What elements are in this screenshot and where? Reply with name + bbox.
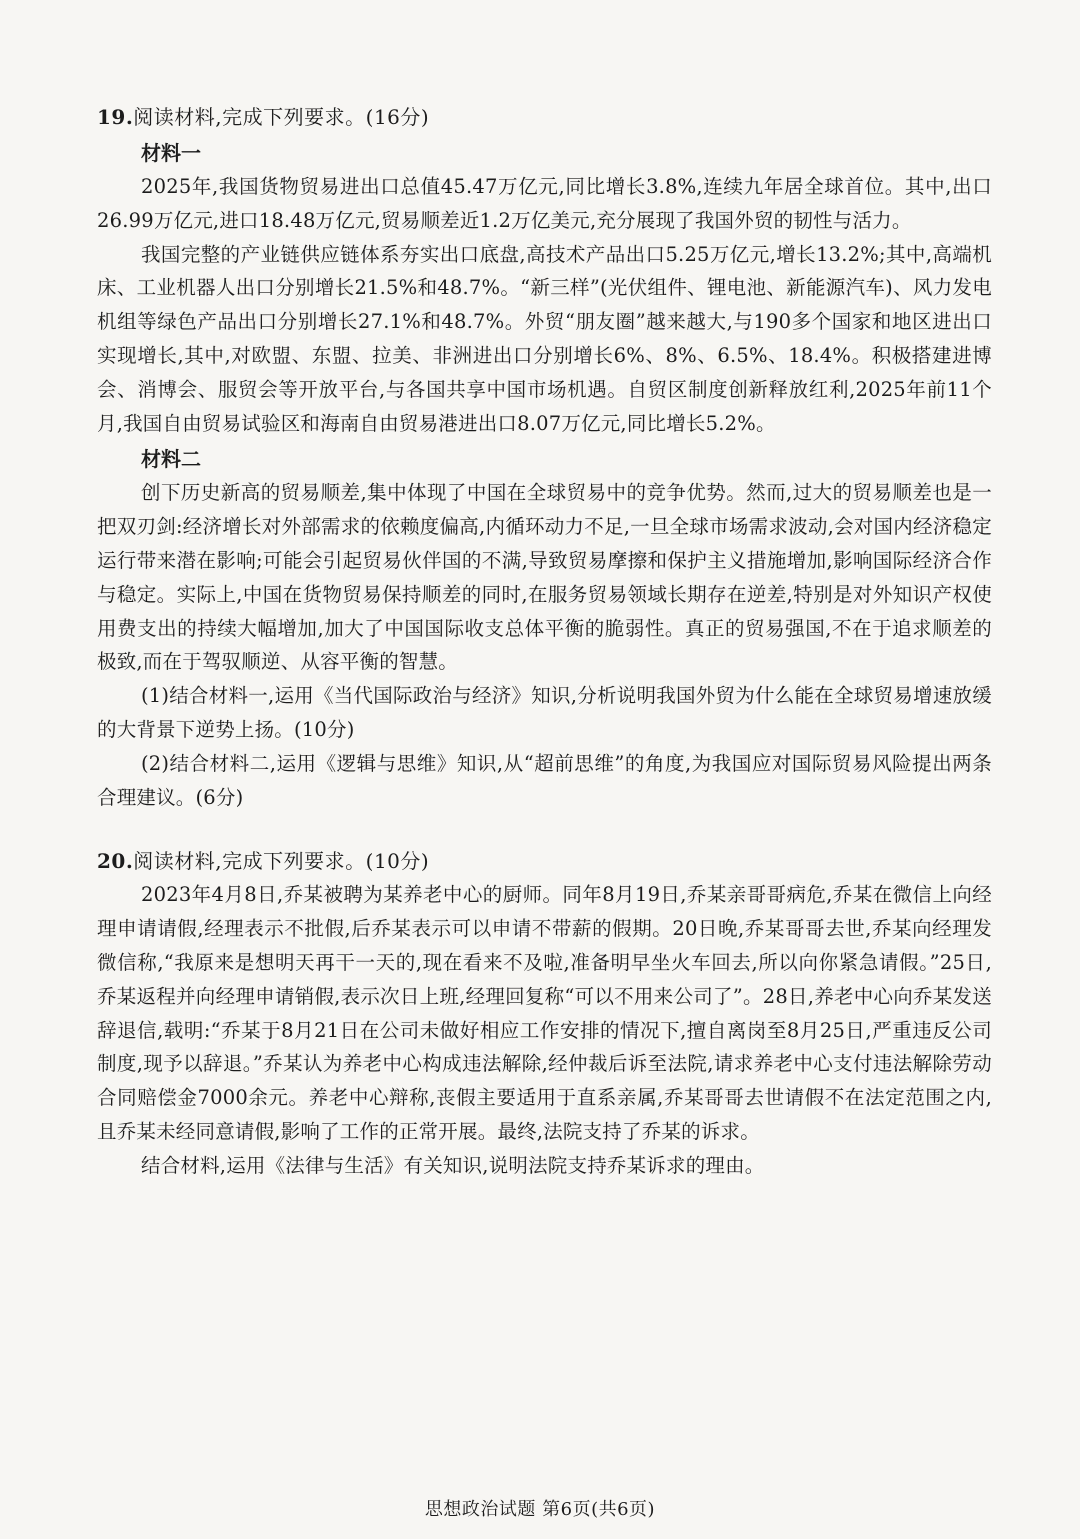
page-content xyxy=(97,100,992,1183)
question-19-prompt: 阅读材料,完成下列要求。(16分) xyxy=(133,105,430,129)
question-19-sub-1: (1)结合材料一,运用《当代国际政治与经济》知识,分析说明我国外贸为什么能在全球贸易增速放缓的大背景下逆势上扬。(10分) xyxy=(97,684,992,741)
material-1-title: 材料一 xyxy=(141,141,201,165)
question-spacer xyxy=(97,814,992,844)
question-20-heading xyxy=(97,844,992,878)
question-19-sub-2: (2)结合材料二,运用《逻辑与思维》知识,从“超前思维”的角度,为我国应对国际贸易风险提出两条合理建议。(6分) xyxy=(97,751,992,809)
material-1-paragraph: 2025年,我国货物贸易进出口总值45.47万亿元,同比增长3.8%,连续九年居全球首位。其中,出口26.99万亿元,进口18.48万亿元,贸易顺差近1.2万亿美元,充分展现了我国外贸的韧性与活力。 xyxy=(97,175,992,232)
material-2-title: 材料二 xyxy=(141,447,201,472)
question-19-heading xyxy=(97,100,992,134)
material-1-paragraph: 我国完整的产业链供应链体系夯实出口底盘,高技术产品出口5.25万亿元,增长13.2%;其中,高端机床、工业机器人出口分别增长21.5%和48.7%。“新三样”(光伏组件、锂电池、新能源汽车)、风力发电机组等绿色产品出口分别增长27.1%和48.7%。外贸“朋友圈”越来越大,与190多个国家和地区进出口实现增长,其中,对欧盟、东盟、拉美、非洲进出口分别增长6%、8%、6.5%、18.4%。积极搭建进博会、消博会、服贸会等开放平台,与各国共享中国市场机遇。自贸区制度创新释放红利,2025年前11个月,我国自由贸易试验区和海南自由贸易港进出口8.07万亿元,同比增长5.2%。 xyxy=(97,242,992,435)
question-20-question: 结合材料,运用《法律与生活》有关知识,说明法院支持乔某诉求的理由。 xyxy=(141,1153,765,1177)
question-20-prompt: 阅读材料,完成下列要求。(10分) xyxy=(133,849,430,874)
question-19-number: 19. xyxy=(97,105,134,129)
material-2-paragraph: 创下历史新高的贸易顺差,集中体现了中国在全球贸易中的竞争优势。然而,过大的贸易顺差也是一把双刃剑:经济增长对外部需求的依赖度偏高,内循环动力不足,一旦全球市场需求波动,会对国内经济稳定运行带来潜在影响;可能会引起贸易伙伴国的不满,导致贸易摩擦和保护主义措施增加,影响国际经济合作与稳定。实际上,中国在货物贸易保持顺差的同时,在服务贸易领域长期存在逆差,特别是对外知识产权使用费支出的持续大幅增加,加大了中国国际收支总体平衡的脆弱性。真正的贸易强国,不在于追求顺差的极致,而在于驾驭顺逆、从容平衡的智慧。 xyxy=(97,481,992,674)
page-footer: 思想政治试题 第6页(共6页) xyxy=(424,1499,656,1520)
question-20-number: 20. xyxy=(97,849,134,874)
question-20-material: 2023年4月8日,乔某被聘为某养老中心的厨师。同年8月19日,乔某亲哥哥病危,乔某在微信上向经理申请请假,经理表示不批假,后乔某表示可以申请不带薪的假期。20日晚,乔某哥哥去世,乔某向经理发微信称,“我原来是想明天再干一天的,现在看来不及啦,准备明早坐火车回去,所以向你紧急请假。”25日,乔某返程并向经理申请销假,表示次日上班,经理回复称“可以不用来公司了”。28日,养老中心向乔某发送辞退信,载明:“乔某于8月21日在公司未做好相应工作安排的情况下,擅自离岗至8月25日,严重违反公司制度,现予以辞退。”乔某认为养老中心构成违法解除,经仲裁后诉至法院,请求养老中心支付违法解除劳动合同赔偿金7000余元。养老中心辩称,丧假主要适用于直系亲属,乔某哥哥去世请假不在法定范围之内,且乔某未经同意请假,影响了工作的正常开展。最终,法院支持了乔某的诉求。 xyxy=(97,883,992,1143)
